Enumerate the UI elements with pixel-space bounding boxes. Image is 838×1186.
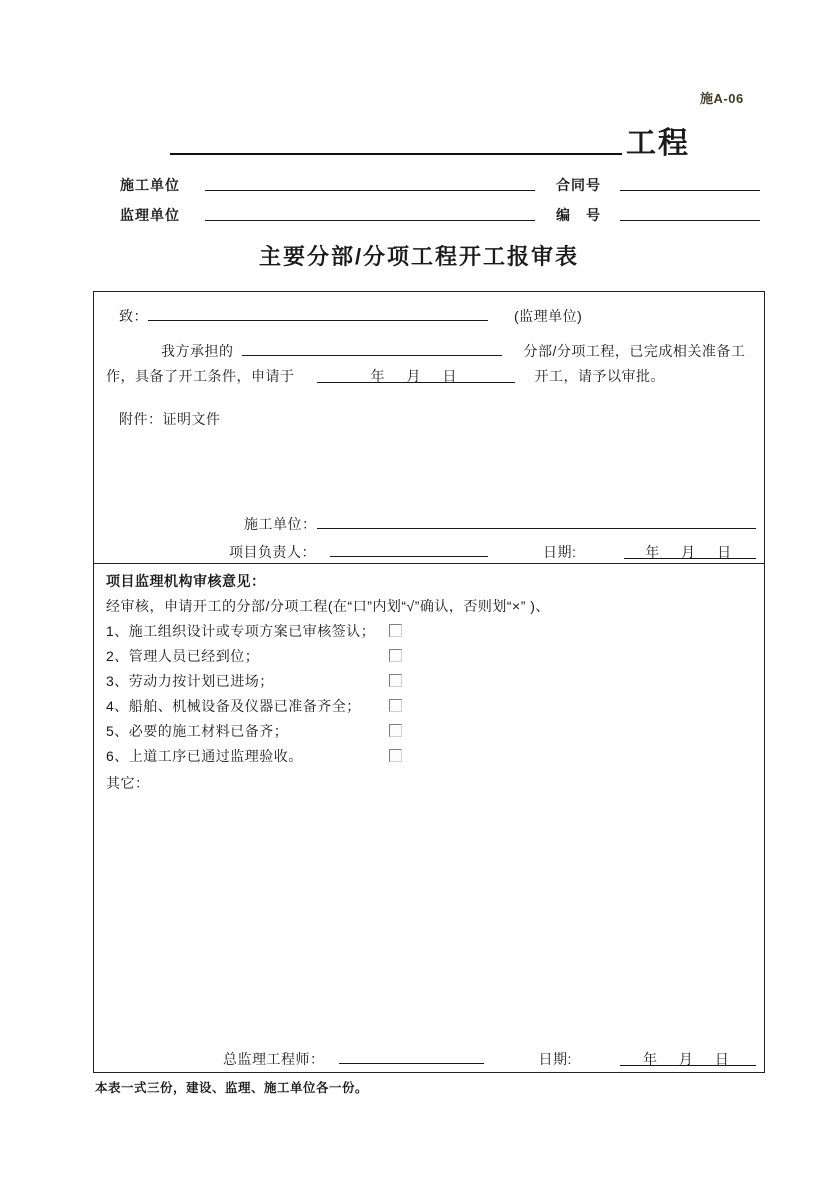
apply-date-blank[interactable]: 年 月 日 <box>317 367 515 383</box>
to-suffix-label: (监理单位) <box>514 308 583 324</box>
chief-engineer-blank[interactable] <box>339 1048 484 1064</box>
to-blank[interactable] <box>148 305 488 321</box>
review-instruction: 经审核，申请开工的分部/分项工程(在“口”内划“√”确认，否则划“×” )、 <box>106 598 550 614</box>
line2-prefix: 作，具备了开工条件，申请于 <box>106 368 295 384</box>
checkbox-item-6[interactable] <box>389 749 402 762</box>
check-item-2-label: 2、管理人员已经到位； <box>106 648 260 664</box>
checkbox-item-2[interactable] <box>389 649 402 662</box>
project-suffix-label: 工程 <box>626 127 690 160</box>
page-title: 主要分部/分项工程开工报审表 <box>258 244 580 269</box>
footer-note: 本表一式三份，建设、监理、施工单位各一份。 <box>95 1081 369 1095</box>
checkbox-item-5[interactable] <box>389 724 402 737</box>
undertake-prefix: 我方承担的 <box>161 343 234 359</box>
check-item-1-label: 1、施工组织设计或专项方案已审核签认； <box>106 623 376 639</box>
project-name-blank[interactable] <box>170 124 622 155</box>
construction-unit-label: 施工单位 <box>120 177 180 193</box>
apply-row <box>106 367 665 386</box>
checkbox-item-3[interactable] <box>389 674 402 687</box>
project-leader-label: 项目负责人： <box>229 544 316 560</box>
applicant-unit-label: 施工单位： <box>244 516 317 532</box>
review-date-label: 日期: <box>538 1051 572 1067</box>
project-leader-row <box>229 541 756 562</box>
contract-no-label: 合同号 <box>556 177 601 193</box>
date-blank[interactable]: 年 月 日 <box>624 543 756 559</box>
other-label: 其它： <box>106 775 150 791</box>
chief-engineer-row <box>223 1048 756 1069</box>
check-item-4-label: 4、船舶、机械设备及仪器已准备齐全； <box>106 698 361 714</box>
serial-no-label: 编 号 <box>556 207 601 223</box>
serial-no-blank[interactable] <box>620 198 760 221</box>
supervision-unit-blank[interactable] <box>205 198 535 221</box>
section-divider <box>94 563 764 564</box>
undertake-blank[interactable] <box>242 340 502 356</box>
to-label: 致： <box>119 308 148 324</box>
date-label: 日期: <box>543 544 577 560</box>
applicant-unit-row <box>244 513 756 534</box>
line2-suffix: 开工，请予以审批。 <box>534 368 665 384</box>
undertake-suffix: 分部/分项工程，已完成相关准备工 <box>523 343 746 359</box>
check-item-6-label: 6、上道工序已通过监理验收。 <box>106 748 303 764</box>
project-leader-blank[interactable] <box>330 541 488 557</box>
chief-engineer-label: 总监理工程师： <box>223 1051 325 1067</box>
review-section-title: 项目监理机构审核意见： <box>106 573 266 589</box>
form-code: 施A-06 <box>700 91 744 106</box>
checkbox-item-4[interactable] <box>389 699 402 712</box>
check-item-3-label: 3、劳动力按计划已进场； <box>106 673 274 689</box>
form-body <box>93 291 765 1073</box>
checkbox-item-1[interactable] <box>389 624 402 637</box>
review-date-blank[interactable]: 年 月 日 <box>620 1050 756 1066</box>
construction-unit-blank[interactable] <box>205 168 535 191</box>
contract-no-blank[interactable] <box>620 168 760 191</box>
to-row <box>119 305 582 326</box>
undertake-row <box>161 340 745 361</box>
attachment-note: 附件：证明文件 <box>119 411 221 427</box>
applicant-unit-blank[interactable] <box>317 513 757 529</box>
check-item-5-label: 5、必要的施工材料已备齐； <box>106 723 289 739</box>
supervision-unit-label: 监理单位 <box>120 207 180 223</box>
